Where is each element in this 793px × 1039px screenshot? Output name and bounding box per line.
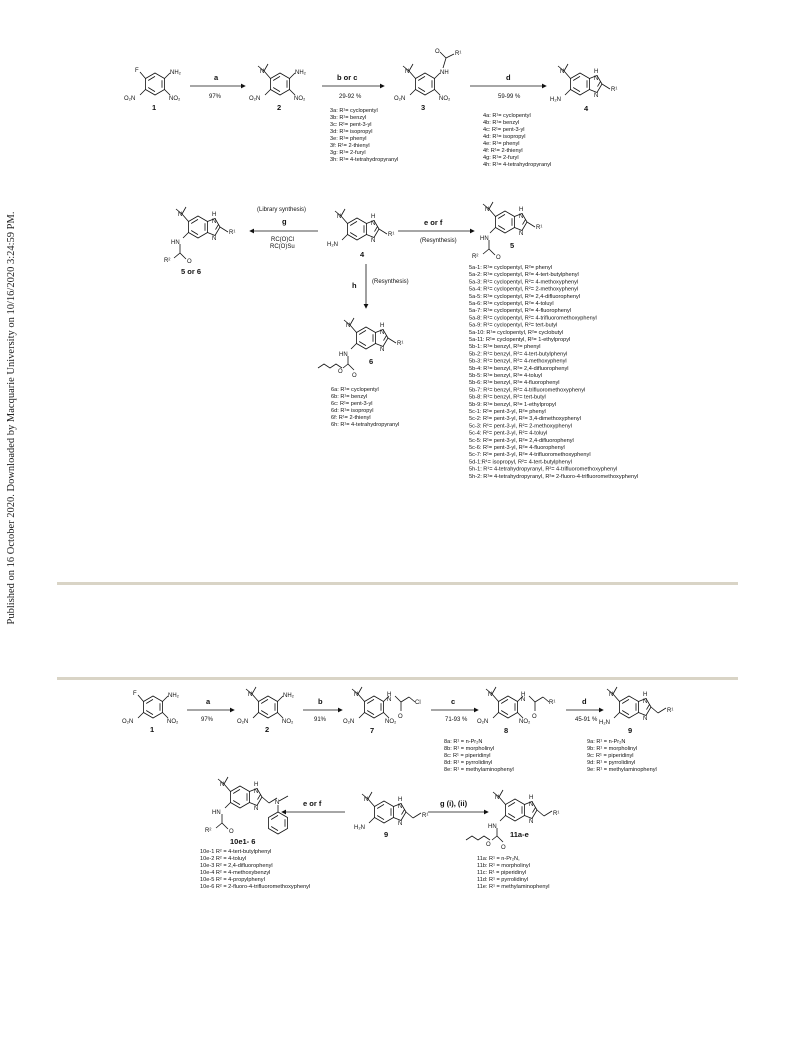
list-entry: 4h: R¹= 4-tetrahydropyranyl	[483, 162, 552, 168]
list-entry: 5b-5: R¹= benzyl, R²= 4-toluyl	[469, 373, 543, 379]
compound-number: 9	[384, 830, 389, 839]
compound-5	[472, 202, 542, 261]
atom-label: O	[501, 845, 506, 851]
list-entry: 11d: R¹ = pyrrolidinyl	[477, 877, 529, 883]
atom-label: O	[486, 842, 491, 848]
list-entry: 3a: R¹= cyclopentyl	[330, 108, 378, 114]
s2-compound-8	[477, 687, 555, 735]
step-yield: 97%	[201, 717, 214, 723]
list-entry: 9a: R¹ = n-Pr₂N	[587, 739, 626, 745]
atom-label: O	[496, 255, 501, 261]
list-entry: 5b-2: R¹= benzyl, R²= 4-tert-butylphenyl	[469, 351, 568, 358]
list-entry: 3e: R¹= phenyl	[330, 136, 367, 142]
atom-label: HN	[480, 236, 489, 242]
s2-compound-2	[237, 687, 295, 734]
s2-compound-7	[343, 687, 421, 735]
list-entry: 8a: R¹ = n-Pr₂N	[444, 739, 483, 745]
atom-label: NO₂	[282, 719, 294, 725]
list-5	[469, 265, 638, 480]
atom-label: O	[435, 49, 440, 55]
atom-label: F	[135, 68, 139, 74]
scheme1	[124, 49, 638, 480]
step-label: a	[214, 73, 219, 82]
list-entry: 4b: R¹= benzyl	[483, 120, 520, 126]
list-entry: 3b: R¹= benzyl	[330, 115, 367, 121]
list-entry: 3g: R¹= 2-furyl	[330, 150, 366, 156]
list-entry: 5c-1: R¹= pent-3-yl, R²= phenyl	[469, 409, 546, 415]
atom-label: R¹	[397, 341, 404, 347]
list-entry: 5a-1: R¹= cyclopentyl, R²= phenyl	[469, 265, 553, 271]
list-entry: 6h: R¹= 4-tetrahydropyranyl	[331, 422, 400, 428]
compound-6	[318, 318, 403, 379]
list-entry: 5a-6: R¹= cyclopentyl, R²= 4-toluyl	[469, 301, 554, 307]
atom-label: O	[187, 259, 192, 265]
atom-label: N	[220, 782, 225, 788]
atom-label: N	[521, 697, 526, 703]
atom-label: R¹	[229, 230, 236, 236]
list-entry: 5b-7: R¹= benzyl, R²= 4-trifluoromethoxyphenyl	[469, 387, 586, 394]
atom-label: H₂N	[599, 720, 610, 726]
list-entry: 5a-2: R¹= cyclopentyl, R²= 4-tert-butylphenyl	[469, 272, 579, 279]
list-entry: 11c: R¹ = piperidinyl	[477, 870, 527, 876]
list-entry: 3d: R¹= isopropyl	[330, 129, 373, 135]
atom-label: NH₂	[295, 70, 306, 76]
atom-label: NH	[440, 70, 449, 76]
atom-label: N	[387, 697, 392, 703]
s2-list-11	[477, 856, 550, 890]
list-entry: 5a-8: R¹= cyclopentyl, R²= 4-trifluoromethoxyphenyl	[469, 315, 597, 322]
compound-number: 1	[150, 725, 155, 734]
atom-label: N	[398, 804, 403, 810]
atom-label: N	[405, 69, 410, 75]
list-3	[330, 108, 398, 163]
list-entry: 5h-1: R¹= 4-tetrahydropyranyl, R²= 4-trifluoromethoxyphenyl	[469, 466, 618, 473]
compound-1	[124, 68, 182, 112]
atom-label: NO₂	[167, 719, 179, 725]
atom-label: H	[254, 782, 259, 788]
atom-label: HN	[339, 352, 348, 358]
atom-label: H	[371, 214, 376, 220]
step-note: (Resynthesis)	[372, 279, 409, 285]
s2-compound-10	[205, 777, 288, 846]
atom-label: R¹	[455, 51, 462, 57]
atom-label: O₂N	[124, 96, 136, 102]
list-entry: 10e-5 R² = 4-propylphenyl	[200, 877, 265, 883]
atom-label: N	[529, 802, 534, 808]
compound-2	[249, 64, 307, 112]
list-entry: 6d: R¹= isopropyl	[331, 408, 374, 414]
atom-label: O	[532, 714, 537, 720]
compound-3	[394, 49, 461, 112]
atom-label: N	[495, 795, 500, 801]
s2-list-9	[587, 739, 657, 773]
atom-label: N	[380, 330, 385, 336]
atom-label: N	[488, 692, 493, 698]
list-entry: 9b: R¹ = morpholinyl	[587, 746, 638, 752]
list-entry: 5a-9: R¹= cyclopentyl, R²= tert-butyl	[469, 322, 558, 329]
list-entry: 5a-10: R¹= cyclopentyl, R²= cyclobutyl	[469, 329, 564, 336]
atom-label: R¹	[611, 87, 618, 93]
step-yield: 91%	[314, 717, 327, 723]
list-entry: 4d: R¹= isopropyl	[483, 134, 526, 140]
atom-label: N	[594, 93, 599, 99]
atom-label: N	[354, 692, 359, 698]
atom-label: R¹	[388, 232, 395, 238]
atom-label: NO₂	[385, 719, 397, 725]
atom-label: O₂N	[249, 96, 261, 102]
atom-label: R¹	[667, 708, 674, 714]
step-label: b or c	[337, 73, 358, 82]
atom-label: H	[594, 69, 599, 75]
step-label: d	[506, 73, 511, 82]
compound-number: 10e1- 6	[230, 837, 256, 846]
atom-label: NO₂	[439, 96, 451, 102]
list-6	[331, 387, 399, 428]
atom-label: N	[371, 238, 376, 244]
list-entry: 8d: R¹ = pyrrolidinyl	[444, 760, 493, 766]
list-entry: 10e-3 R² = 2,4-difluorophenyl	[200, 863, 273, 869]
list-entry: 5d-1:R¹= isopropyl, R²= 4-tert-butylphenyl	[469, 459, 572, 466]
atom-label: H	[398, 797, 403, 803]
list-entry: 10e-2 R² = 4-toluyl	[200, 856, 247, 862]
compound-number: 5 or 6	[181, 267, 202, 276]
list-entry: 3h: R¹= 4-tetrahydropyranyl	[330, 157, 399, 163]
scheme2	[122, 687, 673, 890]
atom-label: N	[643, 716, 648, 722]
atom-label: N	[371, 221, 376, 227]
atom-label: R¹	[553, 811, 560, 817]
list-entry: 5b-1: R¹= benzyl, R²= phenyl	[469, 344, 541, 351]
atom-label: NH₂	[283, 693, 294, 699]
s2-compound-1	[122, 691, 180, 734]
atom-label: N	[519, 214, 524, 220]
atom-label: N	[560, 69, 565, 75]
list-entry: 8e: R¹ = methylaminophenyl	[444, 767, 514, 773]
atom-label: O₂N	[237, 719, 249, 725]
side-note: Published on 16 October 2020. Downloaded by Macquarie University on 10/16/2020 3:24:59 PM.	[6, 211, 17, 625]
atom-label: N	[609, 692, 614, 698]
compound-number: 1	[152, 103, 157, 112]
atom-label: N	[275, 800, 280, 806]
compound-number: 5	[510, 241, 515, 250]
atom-label: NH₂	[168, 693, 179, 699]
step-note: (Library synthesis)	[257, 207, 307, 213]
atom-label: O	[338, 369, 343, 375]
step-yield: 71-93 %	[445, 717, 468, 723]
compound-number: 8	[504, 726, 509, 735]
atom-label: R¹	[422, 813, 429, 819]
atom-label: N	[346, 323, 351, 329]
list-entry: 3c: R¹= pent-3-yl	[330, 122, 372, 128]
s2-list-10	[200, 849, 310, 890]
list-entry: 5a-4: R¹= cyclopentyl, R²= 2-methoxyphenyl	[469, 286, 579, 293]
atom-label: H	[521, 692, 526, 698]
compound-number: 11a-e	[510, 830, 529, 839]
compound-number: 2	[277, 103, 282, 112]
list-entry: 9c: R¹ = piperidinyl	[587, 753, 634, 759]
atom-label: HN	[212, 810, 221, 816]
atom-label: N	[398, 821, 403, 827]
list-entry: 8c: R¹ = piperidinyl	[444, 753, 491, 759]
atom-label: H	[519, 207, 524, 213]
step-label: e or f	[424, 218, 443, 227]
step-label: a	[206, 697, 211, 706]
reagent: RC(O)Cl	[271, 237, 294, 243]
compound-4-central	[327, 209, 394, 259]
list-entry: 5c-3: R¹= pent-3-yl, R²= 2-methoxyphenyl	[469, 423, 572, 430]
atom-label: N	[529, 819, 534, 825]
list-entry: 4g: R¹= 2-furyl	[483, 155, 519, 161]
atom-label: N	[212, 236, 217, 242]
list-entry: 5c-5: R¹= pent-3-yl, R²= 2,4-difluorophenyl	[469, 437, 574, 444]
list-entry: 4e: R¹= phenyl	[483, 141, 520, 147]
list-entry: 9e: R¹ = methylaminophenyl	[587, 767, 657, 773]
atom-label: N	[380, 347, 385, 353]
step-yield: 29-92 %	[339, 94, 362, 100]
atom-label: R²	[472, 254, 479, 260]
atom-label: R²	[205, 828, 212, 834]
list-entry: 6b: R¹= benzyl	[331, 394, 368, 400]
list-entry: 5a-7: R¹= cyclopentyl, R²= 4-fluorophenyl	[469, 308, 571, 315]
atom-label: N	[337, 214, 342, 220]
atom-label: N	[485, 207, 490, 213]
list-entry: 5b-4: R¹= benzyl, R²= 2,4-difluorophenyl	[469, 365, 569, 372]
compound-number: 4	[584, 104, 589, 113]
list-entry: 8b: R¹ = morpholinyl	[444, 746, 495, 752]
list-entry: 5a-11: R¹= cyclopentyl, R²= 1-ethylpropyl	[469, 337, 571, 343]
atom-label: N	[248, 692, 253, 698]
step-label: c	[451, 697, 456, 706]
atom-label: Cl	[415, 700, 421, 706]
list-entry: 5b-6: R¹= benzyl, R²= 4-fluorophenyl	[469, 380, 560, 387]
atom-label: N	[254, 806, 259, 812]
list-entry: 3f: R¹= 2-thienyl	[330, 143, 370, 149]
list-entry: 5b-3: R¹= benzyl, R²= 4-methoxyphenyl	[469, 358, 567, 365]
compound-number: 4	[360, 250, 365, 259]
compound-number: 7	[370, 726, 375, 735]
atom-label: NO₂	[519, 719, 531, 725]
atom-label: NO₂	[169, 96, 181, 102]
list-entry: 6f: R¹= 2-thienyl	[331, 415, 371, 421]
list-entry: 6a: R¹= cyclopentyl	[331, 387, 379, 393]
compound-number: 2	[265, 725, 270, 734]
atom-label: N	[519, 231, 524, 237]
atom-label: H₂N	[550, 97, 561, 103]
atom-label: H	[380, 323, 385, 329]
list-entry: 5c-4: R¹= pent-3-yl, R²= 4-toluyl	[469, 430, 548, 437]
atom-label: H	[387, 692, 392, 698]
atom-label: H	[212, 212, 217, 218]
atom-label: O₂N	[122, 719, 134, 725]
step-label: d	[582, 697, 587, 706]
step-label: h	[352, 281, 357, 290]
list-entry: 4f: R¹= 2-thienyl	[483, 148, 523, 154]
reagent: RC(O)Su	[270, 244, 295, 250]
step-yield: 45-91 %	[575, 717, 598, 723]
list-entry: 5a-3: R¹= cyclopentyl, R²= 4-methoxyphenyl	[469, 279, 579, 286]
compound-number: 3	[421, 103, 426, 112]
compound-4	[550, 64, 617, 113]
atom-label: R¹	[549, 700, 556, 706]
atom-label: O₂N	[394, 96, 406, 102]
atom-label: R¹	[536, 225, 543, 231]
compound-number: 9	[628, 726, 633, 735]
list-entry: 5c-2: R¹= pent-3-yl, R²= 3,4-dimethoxyphenyl	[469, 416, 581, 423]
step-label: e or f	[303, 799, 322, 808]
list-entry: 10e-6 R² = 2-fluoro-4-trifluoromethoxyphenyl	[200, 884, 311, 890]
atom-label: H₂N	[327, 242, 338, 248]
list-4	[483, 113, 551, 168]
list-entry: 5c-7: R¹= pent-3-yl, R²= 4-trifluoromethoxyphenyl	[469, 452, 591, 459]
atom-label: NO₂	[294, 96, 306, 102]
atom-label: NH₂	[170, 70, 181, 76]
atom-label: HN	[171, 240, 180, 246]
step-yield: 59-99 %	[498, 94, 521, 100]
atom-label: R²	[164, 258, 171, 264]
list-entry: 11b: R¹ = morpholinyl	[477, 863, 530, 869]
atom-label: N	[178, 212, 183, 218]
atom-label: O₂N	[477, 719, 489, 725]
atom-label: F	[133, 691, 137, 697]
step-yield: 97%	[209, 94, 222, 100]
atom-label: N	[212, 219, 217, 225]
list-entry: 11a: R¹ = n-Pr₂N,	[477, 856, 520, 862]
list-entry: 10e-1 R² = 4-tert-butylphenyl	[200, 849, 272, 855]
list-entry: 10e-4 R² = 4-methoxybenzyl	[200, 870, 271, 876]
step-label: b	[318, 697, 323, 706]
step-label: g	[282, 217, 287, 226]
list-entry: 5b-9: R¹= benzyl, R²= 1-ethylpropyl	[469, 401, 557, 408]
compound-number: 6	[369, 357, 374, 366]
atom-label: O₂N	[343, 719, 355, 725]
compound-5-or-6	[164, 207, 235, 276]
s2-compound-9-central	[354, 792, 428, 839]
list-entry: 6c: R¹= pent-3-yl	[331, 401, 373, 407]
atom-label: O	[229, 829, 234, 835]
atom-label: N	[260, 69, 265, 75]
s2-list-8	[444, 739, 514, 773]
s2-compound-9	[599, 687, 673, 735]
list-entry: 5a-5: R¹= cyclopentyl, R²= 2,4-difluorophenyl	[469, 293, 580, 300]
list-entry: 9d: R¹ = pyrrolidinyl	[587, 760, 636, 766]
list-entry: 11e: R¹ = methylaminophenyl	[477, 884, 550, 890]
list-entry: 5c-6: R¹= pent-3-yl, R²= 4-fluorophenyl	[469, 445, 565, 451]
atom-label: N	[594, 76, 599, 82]
atom-label: N	[364, 797, 369, 803]
list-entry: 5h-2: R¹= 4-tetrahydropyranyl, R²= 2-fluoro-4-trifluoromethoxyphenyl	[469, 473, 639, 480]
atom-label: HN	[488, 824, 497, 830]
list-entry: 4a: R¹= cyclopentyl	[483, 113, 531, 119]
step-note: (Resynthesis)	[420, 238, 457, 244]
atom-label: H₂N	[354, 825, 365, 831]
atom-label: H	[643, 692, 648, 698]
list-entry: 4c: R¹= pent-3-yl	[483, 127, 525, 133]
atom-label: O	[398, 714, 403, 720]
list-entry: 5b-8: R¹= benzyl, R²= tert-butyl	[469, 394, 546, 401]
atom-label: N	[254, 789, 259, 795]
atom-label: O	[352, 373, 357, 379]
s2-compound-11	[466, 790, 559, 851]
atom-label: N	[643, 699, 648, 705]
atom-label: H	[529, 795, 534, 801]
step-label: g (i), (ii)	[440, 799, 468, 808]
